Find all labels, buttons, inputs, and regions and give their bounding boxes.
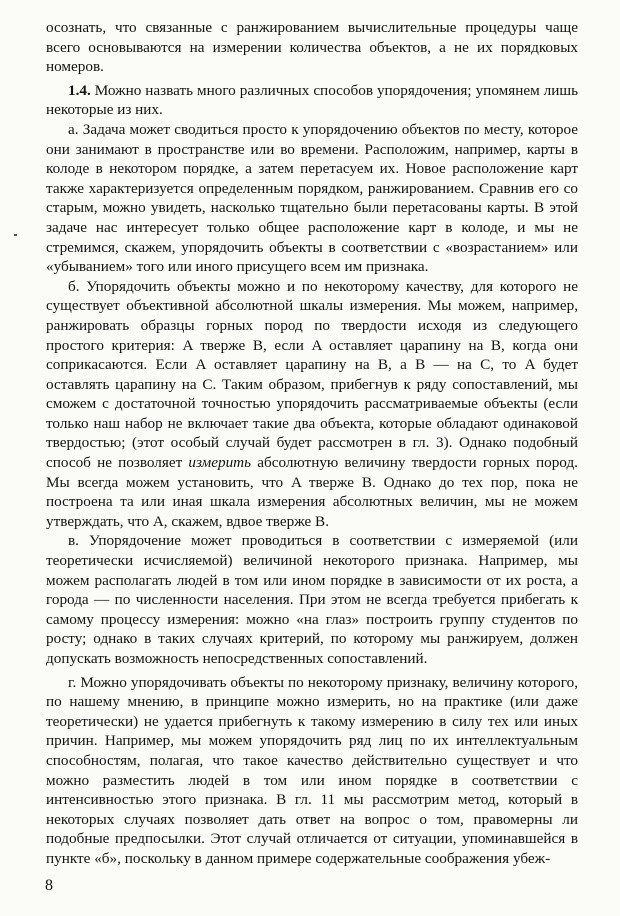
paragraph-continuation: осознать, что связанные с ранжированием вычислительные процедуры чаще всего основываются на измерении количества объектов, а не их порядковых номеров. [46,19,578,76]
paragraph-section-1-4 [46,81,578,120]
paragraph-v: в. Упорядочение может проводиться в соответствии с измеряемой (или теоретически исчисляемой) величиной некоторого признака. Например, мы можем располагать людей в том или ином порядке в зависимости от их роста, а города — по численности населения. При этом не всегда требуется прибегать к самому процессу измерения: можно «на глаз» построить группу студентов по росту; однако в таких случаях критерий, по которому мы ранжируем, должен допускать возможность непосредственных сопоставлений. [46,532,578,667]
paragraph-a: а. Задача может сводиться просто к упорядочению объектов по месту, которое они занимают в пространстве или во времени. Расположим, например, карты в колоде в некотором порядке, а затем перетасуем их. Новое расположение карт также характеризуется определенным порядком, ранжированием. Сравнив его со старым, можно увидеть, насколько тщательно были перетасованы карты. В этой задаче нас интересует только общее расположение карт в колоде, и мы не стремимся, скажем, упорядочить объекты в соответствии с «возрастанием» или «убыванием» того или иного присущего всем им признака. [46,120,578,276]
paragraph-b-end: абсолютную величину твердости горных пород. Мы всегда можем установить, что A тверже B. Однако до тех пор, пока не построена та или иная шкала измерения абсолютных величин, мы не можем утверждать, что A, скажем, вдвое тверже B. [46,454,578,530]
paragraph-b-start: б. Упорядочить объекты можно и по некоторому качеству, для которого не существует объективной абсолютной шкалы измерения. Мы можем, например, ранжировать образцы горных пород по твердости исходя из следующего простого критерия: A тверже B, если A оставляет царапину на B, когда они соприкасаются. Если A оставляет царапину на B, а B — на C, то A будет оставлять царапину на C. Таким образом, прибегнув к ряду сопоставлений, мы сможем с достаточной точностью упорядочить рассматриваемые объекты (если только наш набор не включает такие два объекта, которые обладают одинаковой твердостью; (этот особый случай будет рассмотрен в гл. 3). Однако подобный способ не позволяет [46,277,578,472]
section-number: 1.4. [68,81,91,99]
paragraph-g: г. Можно упорядочивать объекты по некоторому признаку, величину которого, по нашему мнению, в принципе можно измерить, но на практике (или даже теоретически) не удается прибегнуть к такому измерению в силу тех или иных причин. Например, мы можем упорядочить ряд лиц по их интеллектуальным способностям, полагая, что такое качество действительно существует и что можно разместить людей в том или ином порядке в соответствии с интенсивностью этого признака. В гл. 11 мы рассмотрим метод, который в некоторых случаях позволяет дать ответ на вопрос о том, правомерны ли подобные предпосылки. Этот случай отличается от ситуации, упоминавшейся в пункте «б», поскольку в данном примере содержательные соображения убеж- [46,673,578,867]
page-number: 8 [45,877,53,894]
paragraph-b [46,277,578,532]
paragraph-b-emphasis: измерить [188,454,252,472]
section-text: Можно назвать много различных способов упорядочения; упомянем лишь некоторые из них. [46,81,578,119]
body-text [46,18,578,869]
margin-mark [14,234,17,236]
